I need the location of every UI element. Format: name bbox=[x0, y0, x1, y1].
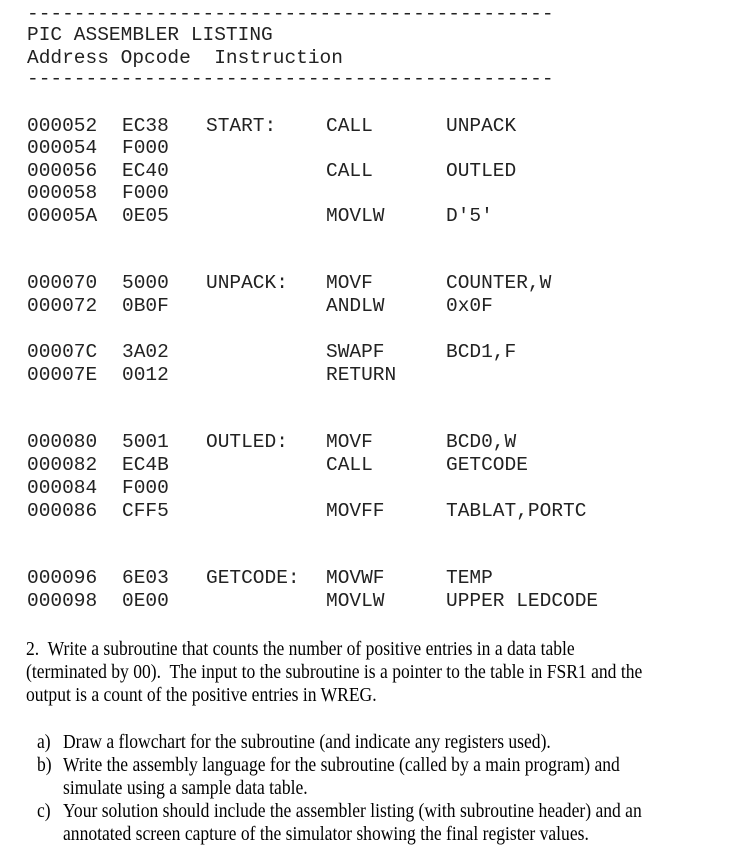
mnemonic-cell: MOVF bbox=[326, 431, 373, 453]
address-cell: 000056 bbox=[27, 160, 98, 182]
question-text-line: (terminated by 00). The input to the subroutine is a pointer to the table in FSR1 and the bbox=[26, 662, 643, 683]
opcode-cell: 5001 bbox=[122, 431, 169, 453]
operand-cell: BCD1,F bbox=[446, 341, 517, 363]
mnemonic-cell: ANDLW bbox=[326, 295, 385, 317]
listing-row bbox=[0, 182, 754, 204]
operand-cell: BCD0,W bbox=[446, 431, 517, 453]
opcode-cell: 5000 bbox=[122, 272, 169, 294]
address-cell: 000098 bbox=[27, 590, 98, 612]
list-item-text: simulate using a sample data table. bbox=[63, 778, 308, 799]
opcode-cell: F000 bbox=[122, 477, 169, 499]
listing-rule-top: --------------------------------------------- bbox=[27, 3, 554, 25]
list-item-text: annotated screen capture of the simulator showing the final register values. bbox=[63, 824, 589, 845]
listing-column-header: Address Opcode Instruction bbox=[27, 47, 343, 69]
opcode-cell: CFF5 bbox=[122, 500, 169, 522]
listing-row bbox=[0, 477, 754, 499]
list-marker: a) bbox=[37, 732, 51, 753]
mnemonic-cell: MOVLW bbox=[326, 590, 385, 612]
listing-row bbox=[0, 205, 754, 227]
address-cell: 000082 bbox=[27, 454, 98, 476]
address-cell: 000086 bbox=[27, 500, 98, 522]
list-item-text: Draw a flowchart for the subroutine (and indicate any registers used). bbox=[63, 732, 551, 753]
listing-rule-bottom: --------------------------------------------- bbox=[27, 68, 554, 90]
label-cell: OUTLED: bbox=[206, 431, 288, 453]
list-marker: b) bbox=[37, 755, 52, 776]
opcode-cell: F000 bbox=[122, 182, 169, 204]
opcode-cell: 0E00 bbox=[122, 590, 169, 612]
listing-row bbox=[0, 115, 754, 137]
list-item-text: Your solution should include the assembler listing (with subroutine header) and an bbox=[63, 801, 642, 822]
listing-row bbox=[0, 295, 754, 317]
address-cell: 000058 bbox=[27, 182, 98, 204]
operand-cell: COUNTER,W bbox=[446, 272, 552, 294]
listing-row bbox=[0, 590, 754, 612]
address-cell: 00007C bbox=[27, 341, 98, 363]
mnemonic-cell: MOVFF bbox=[326, 500, 385, 522]
operand-cell: OUTLED bbox=[446, 160, 517, 182]
mnemonic-cell: CALL bbox=[326, 454, 373, 476]
listing-row bbox=[0, 272, 754, 294]
listing-title: PIC ASSEMBLER LISTING bbox=[27, 24, 273, 46]
address-cell: 00007E bbox=[27, 364, 98, 386]
opcode-cell: EC40 bbox=[122, 160, 169, 182]
opcode-cell: 6E03 bbox=[122, 567, 169, 589]
operand-cell: TABLAT,PORTC bbox=[446, 500, 587, 522]
opcode-cell: 0E05 bbox=[122, 205, 169, 227]
list-marker: c) bbox=[37, 801, 51, 822]
mnemonic-cell: CALL bbox=[326, 160, 373, 182]
address-cell: 000054 bbox=[27, 137, 98, 159]
operand-cell: UPPER LEDCODE bbox=[446, 590, 599, 612]
listing-row bbox=[0, 341, 754, 363]
listing-row bbox=[0, 454, 754, 476]
listing-row bbox=[0, 364, 754, 386]
operand-cell: D'5' bbox=[446, 205, 493, 227]
question-text-line: output is a count of the positive entries in WREG. bbox=[26, 685, 377, 706]
mnemonic-cell: MOVLW bbox=[326, 205, 385, 227]
operand-cell: 0x0F bbox=[446, 295, 493, 317]
address-cell: 000080 bbox=[27, 431, 98, 453]
address-cell: 000072 bbox=[27, 295, 98, 317]
question-text-line: 2. Write a subroutine that counts the number of positive entries in a data table bbox=[26, 639, 575, 660]
address-cell: 00005A bbox=[27, 205, 98, 227]
operand-cell: UNPACK bbox=[446, 115, 517, 137]
label-cell: GETCODE: bbox=[206, 567, 300, 589]
listing-row bbox=[0, 567, 754, 589]
listing-row bbox=[0, 431, 754, 453]
opcode-cell: F000 bbox=[122, 137, 169, 159]
address-cell: 000070 bbox=[27, 272, 98, 294]
list-item-text: Write the assembly language for the subroutine (called by a main program) and bbox=[63, 755, 620, 776]
listing-row bbox=[0, 160, 754, 182]
opcode-cell: 0B0F bbox=[122, 295, 169, 317]
opcode-cell: 0012 bbox=[122, 364, 169, 386]
listing-row bbox=[0, 137, 754, 159]
opcode-cell: EC38 bbox=[122, 115, 169, 137]
opcode-cell: EC4B bbox=[122, 454, 169, 476]
mnemonic-cell: MOVF bbox=[326, 272, 373, 294]
address-cell: 000084 bbox=[27, 477, 98, 499]
listing-row bbox=[0, 500, 754, 522]
address-cell: 000052 bbox=[27, 115, 98, 137]
label-cell: START: bbox=[206, 115, 277, 137]
mnemonic-cell: RETURN bbox=[326, 364, 397, 386]
operand-cell: GETCODE bbox=[446, 454, 528, 476]
mnemonic-cell: MOVWF bbox=[326, 567, 385, 589]
label-cell: UNPACK: bbox=[206, 272, 288, 294]
opcode-cell: 3A02 bbox=[122, 341, 169, 363]
address-cell: 000096 bbox=[27, 567, 98, 589]
mnemonic-cell: SWAPF bbox=[326, 341, 385, 363]
operand-cell: TEMP bbox=[446, 567, 493, 589]
mnemonic-cell: CALL bbox=[326, 115, 373, 137]
